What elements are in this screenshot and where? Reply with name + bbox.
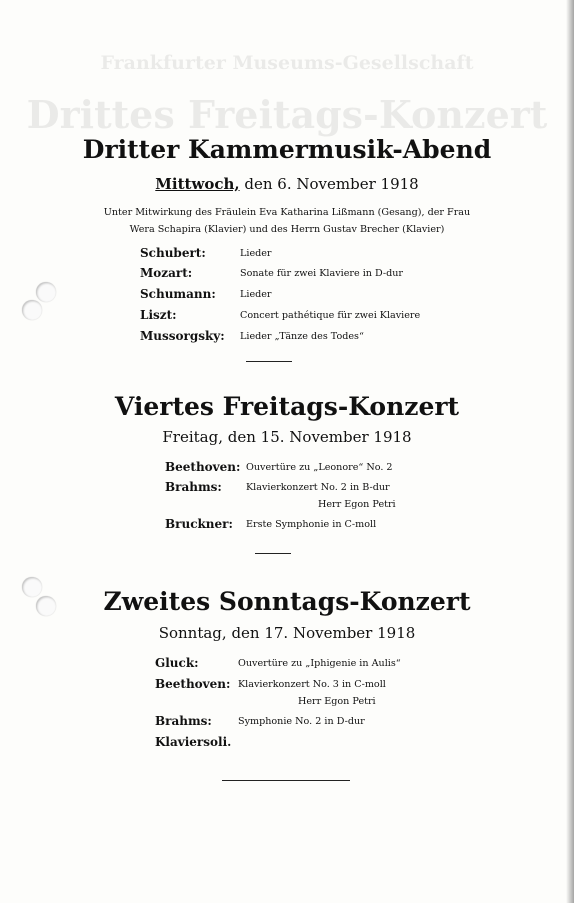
work: Lieder [240, 289, 272, 300]
section3-title: Zweites Sonntags-Konzert [103, 587, 471, 616]
composer: Brahms: [165, 480, 222, 494]
bleed-through-title: Drittes Freitags-Konzert [26, 92, 548, 137]
section1-title: Dritter Kammermusik-Abend [82, 135, 492, 164]
soloist: Herr Egon Petri [318, 499, 396, 510]
work: Ouvertüre zu „Iphigenie in Aulis“ [238, 658, 401, 669]
work: Concert pathétique für zwei Klaviere [240, 310, 421, 321]
section1-date-day: Mittwoch, [155, 175, 240, 193]
section1-date-rest: den 6. November 1918 [239, 175, 419, 193]
soloist: Herr Egon Petri [298, 696, 376, 707]
work: Symphonie No. 2 in D-dur [238, 716, 365, 727]
section-divider [246, 361, 292, 362]
work: Klavierkonzert No. 3 in C-moll [238, 679, 386, 690]
composer: Beethoven: [165, 460, 241, 474]
section3-date: Sonntag, den 17. November 1918 [158, 624, 416, 642]
closing-rule [222, 780, 350, 781]
composer: Beethoven: [155, 677, 231, 691]
section2-title: Viertes Freitags-Konzert [114, 392, 460, 421]
section1-collab-line2: Wera Schapira (Klavier) und des Herrn Gustav Brecher (Klavier) [129, 224, 445, 235]
punch-hole-top-b [22, 300, 42, 320]
composer: Gluck: [155, 656, 199, 670]
composer: Brahms: [155, 714, 212, 728]
composer: Schubert: [140, 246, 206, 260]
composer: Mozart: [140, 266, 193, 280]
section1-collab-line1: Unter Mitwirkung des Fräulein Eva Katharina Lißmann (Gesang), der Frau [103, 207, 471, 218]
work: Lieder [240, 248, 272, 259]
work: Sonate für zwei Klaviere in D-dur [240, 268, 404, 279]
section1-date [0, 175, 574, 193]
composer: Klaviersoli. [155, 735, 232, 749]
work: Ouvertüre zu „Leonore“ No. 2 [246, 462, 393, 473]
composer: Mussorgsky: [140, 329, 225, 343]
work: Klavierkonzert No. 2 in B-dur [246, 482, 390, 493]
composer: Liszt: [140, 308, 177, 322]
punch-hole-top-a [36, 282, 56, 302]
composer: Schumann: [140, 287, 216, 301]
composer: Bruckner: [165, 517, 233, 531]
section2-date: Freitag, den 15. November 1918 [162, 428, 412, 446]
section-divider [255, 553, 291, 554]
work: Erste Symphonie in C-moll [246, 519, 377, 530]
work: Lieder „Tänze des Todes“ [240, 331, 364, 342]
bleed-through-heading: Frankfurter Museums-Gesellschaft [100, 52, 474, 74]
